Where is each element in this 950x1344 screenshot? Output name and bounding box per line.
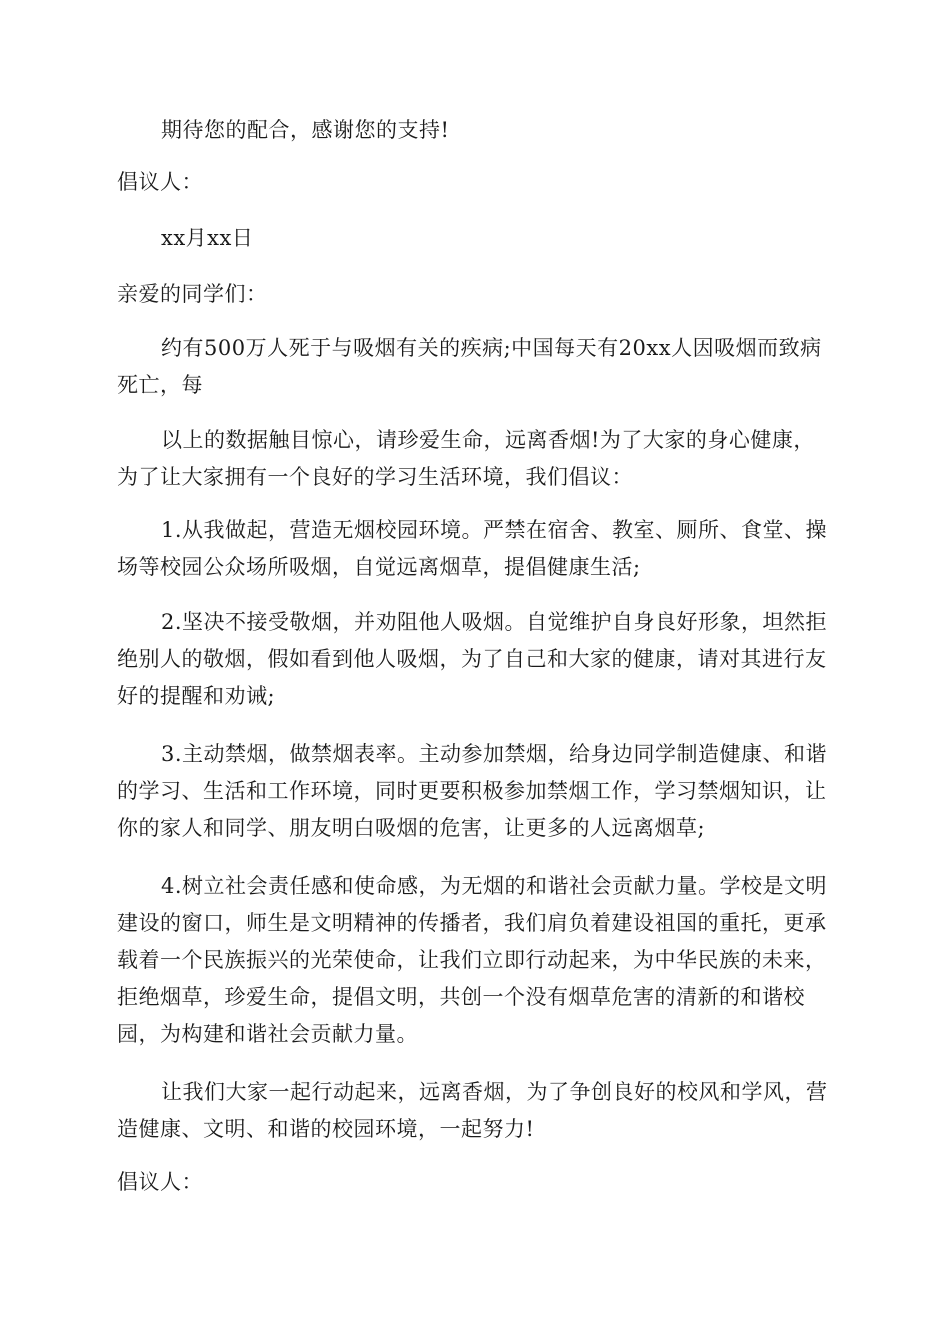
proposer-label: 倡议人： — [117, 170, 203, 194]
closing-thanks-paragraph: 期待您的配合，感谢您的支持! — [161, 118, 450, 142]
intro-proposal-paragraph: 以上的数据触目惊心，请珍爱生命，远离香烟!为了大家的身心健康，为了让大家拥有一个良好的学习生活环境，我们倡议： — [117, 428, 815, 489]
proposal-item-2: 2.坚决不接受敬烟，并劝阻他人吸烟。自觉维护自身良好形象，坦然拒绝别人的敬烟，假如看到他人吸烟，为了自己和大家的健康，请对其进行友好的提醒和劝诫; — [117, 610, 828, 708]
date-line: xx月xx日 — [161, 226, 254, 250]
proposal-item-4: 4.树立社会责任感和使命感，为无烟的和谐社会贡献力量。学校是文明建设的窗口，师生是文明精神的传播者，我们肩负着建设祖国的重托，更承载着一个民族振兴的光荣使命，让我们立即行动起来，为中华民族的未来，拒绝烟草，珍爱生命，提倡文明，共创一个没有烟草危害的清新的和谐校园，为构建和谐社会贡献力量。 — [117, 874, 828, 1046]
proposer-label-end: 倡议人： — [117, 1170, 203, 1194]
proposal-item-3: 3.主动禁烟，做禁烟表率。主动参加禁烟，给身边同学制造健康、和谐的学习、生活和工作环境，同时更要积极参加禁烟工作，学习禁烟知识，让你的家人和同学、朋友明白吸烟的危害，让更多的人远离烟草; — [117, 742, 828, 840]
call-to-action-paragraph: 让我们大家一起行动起来，远离香烟，为了争创良好的校风和学风，营造健康、文明、和谐的校园环境，一起努力! — [117, 1080, 828, 1141]
salutation: 亲爱的同学们： — [117, 282, 268, 306]
statistics-paragraph: 约有500万人死于与吸烟有关的疾病;中国每天有20xx人因吸烟而致病死亡，每 — [117, 336, 822, 397]
proposal-item-1: 1.从我做起，营造无烟校园环境。严禁在宿舍、教室、厕所、食堂、操场等校园公众场所吸烟，自觉远离烟草，提倡健康生活; — [117, 518, 828, 579]
